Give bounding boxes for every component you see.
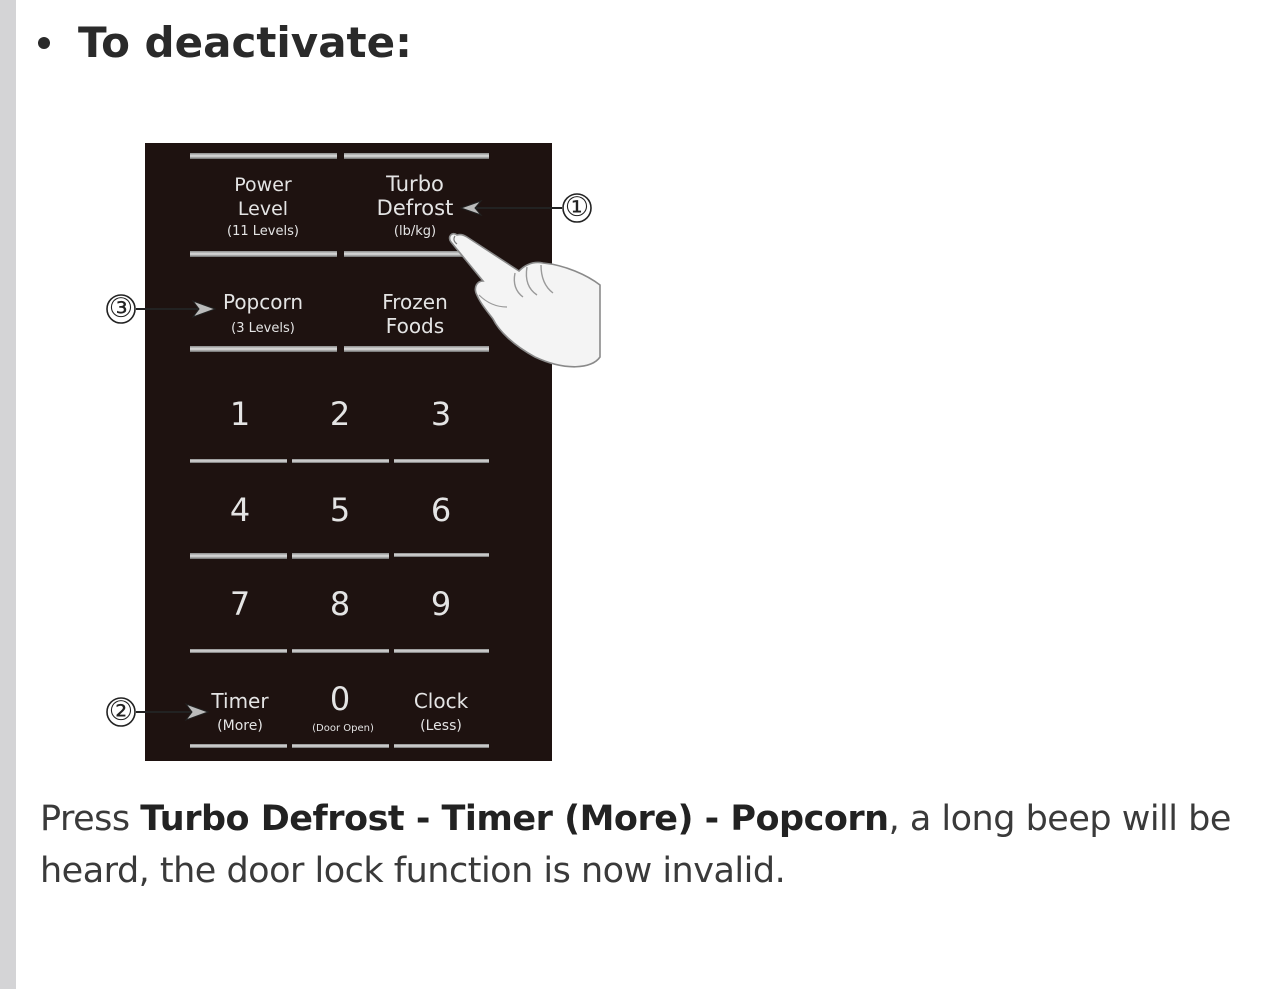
- section-heading: [38, 18, 412, 67]
- zero-key-sub: (Door Open): [312, 723, 374, 734]
- divider-bar: [394, 459, 489, 463]
- power-level-key-line2: Level: [237, 198, 289, 220]
- digit-key-8[interactable]: 8: [329, 585, 351, 623]
- digit-key-6[interactable]: 6: [430, 491, 452, 529]
- instruction-step-popcorn: Popcorn: [730, 799, 889, 839]
- digit-key-2[interactable]: 2: [329, 395, 351, 433]
- callout-2-number: ②: [108, 696, 134, 727]
- divider-bar: [292, 744, 389, 748]
- divider-bar: [190, 459, 287, 463]
- digit-key-4[interactable]: 4: [229, 491, 251, 529]
- divider-bar: [394, 744, 489, 748]
- divider-bar: [190, 346, 337, 352]
- clock-key-label: Clock: [413, 689, 469, 713]
- left-margin-bar: [0, 0, 16, 989]
- divider-bar: [292, 459, 389, 463]
- digit-key-5[interactable]: 5: [329, 491, 351, 529]
- divider-bar: [190, 744, 287, 748]
- keypad-illustration: [95, 135, 605, 770]
- divider-bar: [190, 553, 287, 559]
- digit-key-3[interactable]: 3: [430, 395, 452, 433]
- frozen-foods-key-line1: Frozen: [382, 290, 448, 314]
- instruction-separator: -: [404, 799, 442, 839]
- digit-key-1[interactable]: 1: [229, 395, 251, 433]
- divider-bar: [344, 153, 489, 159]
- divider-bar: [292, 649, 389, 653]
- zero-key-label: 0: [329, 680, 351, 718]
- digit-key-9[interactable]: 9: [430, 585, 452, 623]
- divider-bar: [394, 649, 489, 653]
- instruction-step-turbo-defrost: Turbo Defrost: [140, 799, 405, 839]
- popcorn-key[interactable]: [223, 290, 303, 336]
- callout-3-number: ③: [108, 293, 134, 324]
- timer-more-key[interactable]: [210, 689, 269, 734]
- divider-bar: [394, 553, 489, 557]
- divider-bar: [292, 553, 389, 559]
- turbo-defrost-key-line2: Defrost: [376, 196, 454, 220]
- turbo-defrost-key-line3: (lb/kg): [393, 224, 437, 239]
- clock-less-key[interactable]: [414, 689, 469, 734]
- clock-key-sub: (Less): [420, 718, 462, 734]
- frozen-foods-key[interactable]: [382, 290, 448, 338]
- timer-key-label: Timer: [211, 689, 269, 713]
- timer-key-sub: (More): [217, 718, 263, 734]
- power-level-key-line3: (11 Levels): [227, 224, 299, 239]
- popcorn-key-line2: (3 Levels): [231, 321, 295, 336]
- instruction-step-timer-more: Timer (More): [441, 799, 693, 839]
- popcorn-key-line1: Popcorn: [222, 290, 304, 314]
- instruction-prefix: Press: [40, 799, 141, 839]
- callout-1-number: ①: [564, 192, 590, 223]
- instruction-separator: -: [692, 799, 731, 839]
- turbo-defrost-key-line1: Turbo: [386, 172, 444, 196]
- heading-text: To deactivate:: [78, 18, 412, 67]
- instruction-suffix: , a long beep will be heard, the door lock function is now invalid.: [40, 799, 1231, 891]
- power-level-key-line1: Power: [234, 174, 292, 196]
- divider-bar: [344, 346, 489, 352]
- divider-bar: [190, 251, 337, 257]
- divider-bar: [190, 153, 337, 159]
- divider-bar: [190, 649, 287, 653]
- bullet-icon: [38, 37, 50, 49]
- instruction-paragraph: [40, 793, 1250, 897]
- frozen-foods-key-line2: Foods: [385, 314, 445, 338]
- digit-key-7[interactable]: 7: [229, 585, 251, 623]
- control-panel: [145, 143, 552, 761]
